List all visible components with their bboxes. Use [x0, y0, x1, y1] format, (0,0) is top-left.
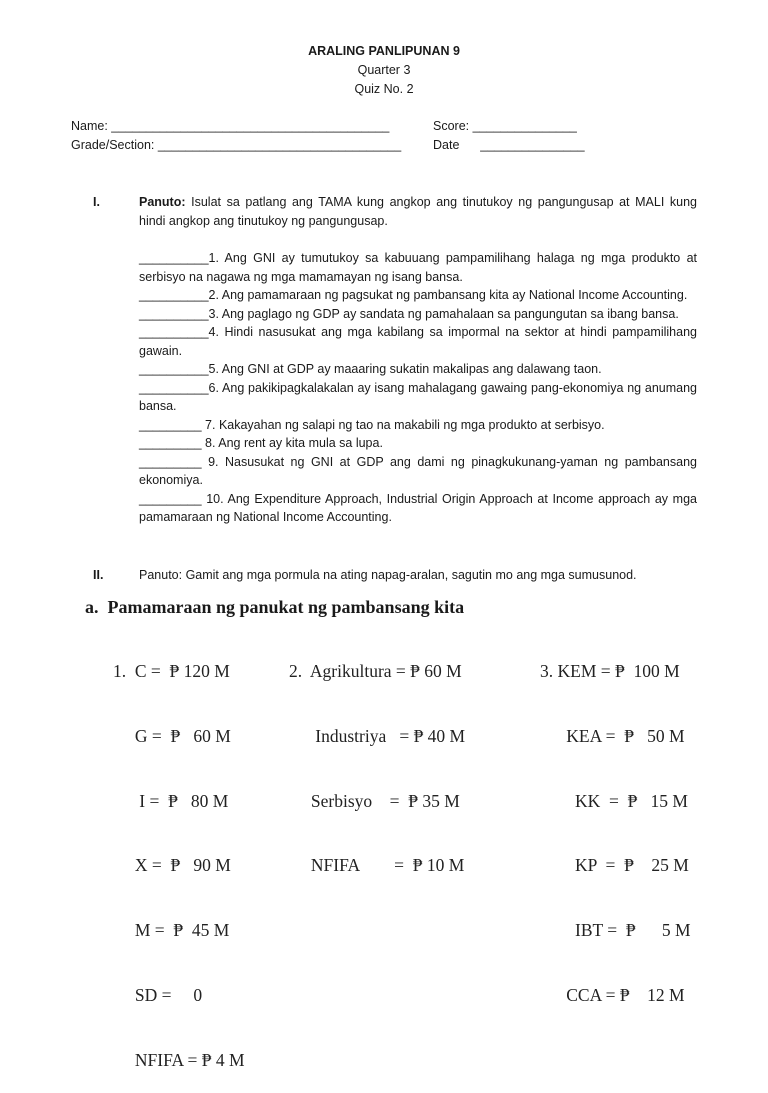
part2-instruction: Panuto: Gamit ang mga pormula na ating napag-aralan, sagutin mo ang mga sumusunod.	[139, 568, 637, 582]
part2-numeral: II.	[93, 568, 104, 582]
true-false-item-4[interactable]: __________4. Hindi nasusukat ang mga kabilang sa impormal na sektor at hindi pampamilihang gawain.	[139, 325, 697, 358]
formula-column-2	[289, 618, 465, 898]
grade-section-field[interactable]: Grade/Section: ___________________________________	[71, 138, 402, 152]
date-field[interactable]: Date _______________	[433, 138, 585, 152]
true-false-item-5[interactable]: __________5. Ang GNI at GDP ay maaaring sukatin makalipas ang dalawang taon.	[139, 362, 602, 376]
score-field[interactable]: Score: _______________	[433, 119, 577, 133]
quiz-number: Quiz No. 2	[354, 82, 414, 96]
formula-sd: SD = 0	[113, 984, 203, 1005]
part1-label: Panuto:	[139, 195, 186, 209]
true-false-item-10[interactable]: _________ 10. Ang Expenditure Approach, Industrial Origin Approach at Income approach ay mga pamamaraan ng National Income Accounting.	[139, 491, 697, 524]
true-false-item-6[interactable]: __________6. Ang pakikipagkalakalan ay isang mahalagang gawaing pang-ekonomiya ng anumang bansa.	[139, 380, 697, 413]
part1-instruction	[139, 193, 697, 230]
part1-numeral: I.	[93, 195, 100, 209]
formula-nfifa-1: NFIFA = ₱ 4 M	[113, 1049, 245, 1070]
formula-cca: CCA = ₱ 12 M	[540, 984, 685, 1005]
formula-g: G = ₱ 60 M	[113, 725, 231, 746]
formula-kk: KK = ₱ 15 M	[540, 790, 688, 811]
formula-ibt: IBT = ₱ 5 M	[540, 920, 691, 941]
formula-i: I = ₱ 80 M	[113, 790, 229, 811]
true-false-item-3[interactable]: __________3. Ang paglago ng GDP ay sandata ng pamahalaan sa pangungutan sa ibang bansa.	[139, 306, 679, 321]
formula-kem: 3. KEM = ₱ 100 M	[540, 661, 680, 681]
formula-serbisyo: Serbisyo = ₱ 35 M	[289, 790, 460, 811]
name-field[interactable]: Name: ________________________________________	[71, 119, 390, 133]
formula-c: 1. C = ₱ 120 M	[113, 661, 230, 681]
formula-m: M = ₱ 45 M	[113, 920, 230, 941]
formula-nfifa-2: NFIFA = ₱ 10 M	[289, 855, 465, 876]
formula-kp: KP = ₱ 25 M	[540, 855, 689, 876]
formula-column-1	[113, 618, 245, 1093]
part1-text: Isulat sa patlang ang TAMA kung angkop ang tinutukoy ng pangungusap at MALI kung hindi angkop ang tinutukoy ng pangungusap.	[139, 195, 697, 228]
true-false-item-8[interactable]: _________ 8. Ang rent ay kita mula sa lupa.	[139, 436, 383, 450]
part1-items	[139, 249, 697, 527]
formula-agrikultura: 2. Agrikultura = ₱ 60 M	[289, 661, 462, 681]
true-false-item-9[interactable]: _________ 9. Nasusukat ng GNI at GDP ang dami ng pinagkukunang-yaman ng pambansang ekonomiya.	[139, 454, 697, 487]
true-false-item-7[interactable]: _________ 7. Kakayahan ng salapi ng tao na makabili ng mga produkto at serbisyo.	[139, 417, 605, 432]
formula-kea: KEA = ₱ 50 M	[540, 725, 685, 746]
formula-column-3	[540, 618, 691, 1028]
formula-x: X = ₱ 90 M	[113, 855, 231, 876]
quarter-label: Quarter 3	[357, 63, 411, 77]
true-false-item-2[interactable]: __________2. Ang pamamaraan ng pagsukat ng pambansang kita ay National Income Accounting.	[139, 288, 688, 302]
quiz-title: ARALING PANLIPUNAN 9	[308, 44, 460, 58]
formula-industriya: Industriya = ₱ 40 M	[289, 725, 466, 746]
formula-subheading: a. Pamamaraan ng panukat ng pambansang kita	[85, 597, 465, 617]
true-false-item-1[interactable]: __________1. Ang GNI ay tumutukoy sa kabuuang pampamilihang halaga ng mga produkto at serbisyo na nagawa ng mga mamamayan ng isang bansa.	[139, 251, 697, 284]
